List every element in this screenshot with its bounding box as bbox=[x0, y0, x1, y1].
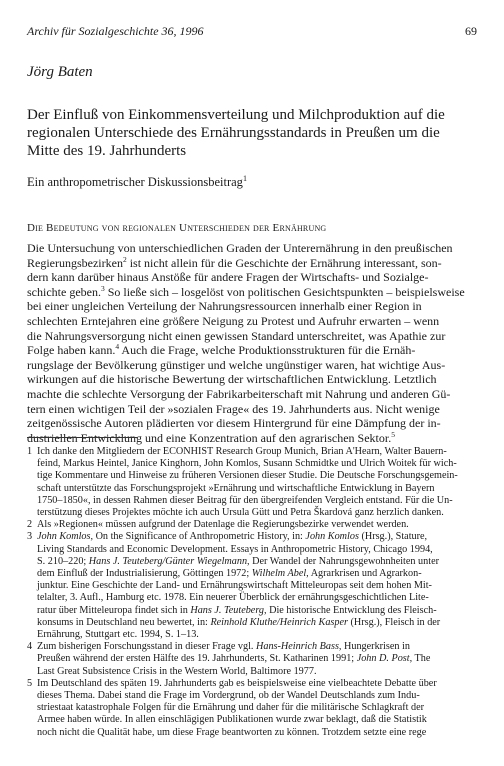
body-text-run: Regierungsbezirken bbox=[27, 255, 123, 270]
footnote-line bbox=[37, 531, 479, 543]
title-line: Der Einfluß von Einkommensverteilung und Milchproduktion auf die bbox=[27, 107, 445, 123]
body-line: wirkungen auf die historische Bewertung der wirtschaftlichen Entwicklung. Letztlich bbox=[27, 372, 437, 387]
footnote-line bbox=[37, 653, 479, 665]
footnote-text: (Hrsg.), Fleisch in der bbox=[347, 616, 441, 628]
cited-author: Hans J. Teuteberg, bbox=[190, 604, 267, 616]
footnote-line: Im Deutschland des späten 19. Jahrhunderts gab es beispielsweise eine vielbeachtete Debatte über bbox=[37, 677, 437, 689]
footnote bbox=[27, 678, 479, 739]
footnote-line bbox=[37, 641, 479, 653]
footnote-number: 5 bbox=[27, 677, 33, 689]
cited-author: Reinhold Kluthe/Heinrich Kasper bbox=[210, 616, 348, 628]
footnote-line: schaft unterstützte das Forschungsprojekt »Ernährung und wirtschaftliche Entwicklung in Bayern bbox=[37, 482, 435, 494]
footnote-line: noch nicht die Qualität habe, um diese Frage beantworten zu können. Trotzdem setzte eine rege bbox=[37, 726, 427, 738]
footnote-number: 2 bbox=[27, 519, 33, 531]
running-header bbox=[27, 24, 477, 42]
journal-citation: Archiv für Sozialgeschichte 36, 1996 bbox=[27, 24, 204, 38]
cited-author: Hans J. Teuteberg/Günter Wiegelmann, bbox=[88, 555, 250, 567]
footnote-text: ratur über Mitteleuropa findet sich in bbox=[37, 604, 191, 616]
footnote-text: Die historische Entwicklung des Fleisch- bbox=[266, 604, 437, 616]
subtitle-text: Ein anthropometrischer Diskussionsbeitrag bbox=[27, 175, 243, 190]
body-line: Die Untersuchung von unterschiedlichen Graden der Unterernährung in den preußischen bbox=[27, 241, 453, 255]
body-text-run: So ließe sich – losgelöst von politischen Gesichtspunkten – beispielsweise bbox=[104, 284, 465, 299]
body-text bbox=[27, 241, 479, 445]
footnote bbox=[27, 519, 479, 531]
section-heading bbox=[27, 222, 326, 234]
footnote-text: The bbox=[412, 653, 431, 665]
footnote-text: Der Wandel der Nahrungsgewohnheiten unter bbox=[249, 555, 439, 567]
footnote-ref: 3 bbox=[100, 283, 105, 293]
footnote-line bbox=[37, 617, 479, 629]
cited-author: John D. Post, bbox=[356, 653, 413, 665]
footnote-ref: 5 bbox=[391, 429, 395, 439]
body-line bbox=[27, 256, 479, 271]
footnote-line bbox=[37, 556, 479, 568]
footnote-line bbox=[37, 568, 479, 580]
body-text-run: Folge haben kann. bbox=[27, 343, 116, 358]
footnote bbox=[27, 531, 479, 641]
footnote-line: tige Kommentare und Hinweise zu früheren Versionen dieser Studie. Die Deutsche Forschungsgemein- bbox=[37, 470, 458, 482]
footnote-line: Ernährung, Stuttgart etc. 1994, S. 1–13. bbox=[37, 629, 199, 641]
author-name: Jörg Baten bbox=[27, 64, 93, 80]
body-text-run: dustriellen Entwicklung und eine Konzentration auf den agrarischen Sektor. bbox=[27, 430, 392, 445]
footnote-line: telalter, 3. Aufl., Hamburg etc. 1978. Ein neuerer Überblick der ernährungsgeschichtlichen Lite- bbox=[37, 592, 429, 604]
footnote-text: S. 210–220; bbox=[37, 555, 89, 567]
body-line: rungslage der Bevölkerung günstiger und welche ungünstiger waren, hat wichtige Aus- bbox=[27, 357, 446, 372]
body-line: die Nahrungsversorgung nicht einen gewissen Standard unterschreitet, was Apathie zur bbox=[27, 328, 446, 343]
title-line: regionalen Unterschiede des Ernährungsstandards in Preußen um die bbox=[27, 125, 440, 141]
footnote-text: Preußen während der ersten Hälfte des 19. Jahrhunderts, St. Katharinen 1991; bbox=[37, 653, 357, 665]
footnote-line: junktur. Eine Geschichte der Land- und Ernährungswirtschaft Mitteleuropas seit dem hohen Mit- bbox=[37, 580, 432, 592]
footnote-ref: 2 bbox=[122, 254, 127, 264]
body-line: dern kann darüber hinaus Anstöße für andere Fragen der Wirtschafts- und Sozialge- bbox=[27, 270, 429, 285]
footnote-line: Ich danke den Mitgliedern der ECONHIST Research Group Munich, Brian A'Hearn, Walter Bauern- bbox=[37, 446, 447, 457]
article-subtitle bbox=[27, 174, 247, 190]
section-heading-text: Die Bedeutung von regionalen Unterschieden der Ernährung bbox=[27, 222, 327, 234]
footnote-text: (Hrsg.), Stature, bbox=[358, 531, 428, 543]
footnote-line: terstützung dieses Projektes möchte ich auch Ursula Gütt und Petra Škardová ganz herzlich danken. bbox=[37, 507, 444, 519]
footnote-line: Als »Regionen« müssen aufgrund der Datenlage die Regierungsbezirke verwendet werden. bbox=[37, 519, 409, 531]
footnote-text: Agrarkrisen und Agrarkon- bbox=[308, 568, 422, 580]
footnote-line: striestaat katastrophale Folgen für die Ernährung und daher für die militärische Schlagkraft der bbox=[37, 702, 424, 714]
footnote-text: Hungerkrisen in bbox=[341, 641, 410, 653]
body-line: schlechten Erntejahren eine größere Neigung zu Protest und Aufruhr erwarten – wenn bbox=[27, 313, 440, 328]
footnote-number: 4 bbox=[27, 641, 33, 653]
article-title bbox=[27, 106, 477, 160]
footnote-line: feind, Markus Heintel, Janice Kinghorn, John Komlos, Susann Schmidtke und Ulrich Woitek für wich- bbox=[37, 458, 457, 470]
footnote-divider bbox=[27, 437, 137, 438]
body-line bbox=[27, 343, 479, 358]
footnote-line: Last Great Subsistence Crisis in the Western World, Baltimore 1977. bbox=[37, 665, 317, 677]
footnote-number: 1 bbox=[27, 446, 33, 457]
footnote-line bbox=[37, 605, 479, 617]
footnote bbox=[27, 446, 479, 519]
body-line bbox=[27, 285, 479, 300]
footnote-line: Armee haben würde. In allen einschlägigen Publikationen wurde zwar beklagt, daß die Statistik bbox=[37, 714, 427, 726]
body-text-run: Auch die Frage, welche Produktionsstrukturen für die Ernäh- bbox=[119, 343, 416, 358]
body-line: bei einer ungleichen Verteilung der Nahrungsressourcen innerhalb einer Region in bbox=[27, 299, 422, 314]
page-number: 69 bbox=[465, 24, 477, 38]
cited-author: John Komlos bbox=[305, 531, 359, 543]
cited-author: John Komlos, bbox=[37, 531, 94, 543]
footnote-ref: 4 bbox=[115, 342, 120, 352]
body-line bbox=[27, 431, 479, 446]
footnote bbox=[27, 641, 479, 678]
cited-author: Hans-Heinrich Bass, bbox=[256, 641, 342, 653]
body-text-run: schichte geben. bbox=[27, 284, 101, 299]
title-line: Mitte des 19. Jahrhunderts bbox=[27, 143, 187, 159]
footnote-text: On the Significance of Anthropometric History, in: bbox=[93, 531, 306, 543]
footnote-line: 1750–1850«, in dessen Rahmen dieser Beitrag für den übergreifenden Vergleich entstand. Für die Un- bbox=[37, 494, 453, 506]
footnote-line: dieses Thema. Dabei stand die Frage im Vordergrund, ob der Wandel Deutschlands zum Indu- bbox=[37, 690, 420, 702]
footnote-ref: 1 bbox=[242, 174, 247, 183]
body-line: machte die schlechte Versorgung der Fabrikarbeiterschaft mit Nahrung und anderen Gü- bbox=[27, 386, 451, 401]
body-text-run: ist nicht allein für die Geschichte der Ernährung interessant, son- bbox=[126, 255, 442, 270]
cited-author: Wilhelm Abel, bbox=[251, 568, 309, 580]
footnote-line: Living Standards and Economic Development. Essays in Anthropometric History, Chicago 1994, bbox=[37, 543, 433, 555]
body-line: zeitgenössische Autoren plädierten vor diesem Hintergrund für eine Dämpfung der in- bbox=[27, 416, 441, 431]
body-line: tern einen wichtigen Teil der »sozialen Frage« des 19. Jahrhunderts aus. Nicht wenige bbox=[27, 401, 440, 416]
footnote-text: konsums in Deutschland neu bewertet, in: bbox=[37, 616, 211, 628]
footnotes bbox=[27, 446, 479, 739]
footnote-text: dem Einfluß der Industrialisierung, Göttingen 1972; bbox=[37, 568, 252, 580]
footnote-number: 3 bbox=[27, 531, 33, 543]
footnote-text: Zum bisherigen Forschungsstand in dieser Frage vgl. bbox=[37, 641, 256, 653]
